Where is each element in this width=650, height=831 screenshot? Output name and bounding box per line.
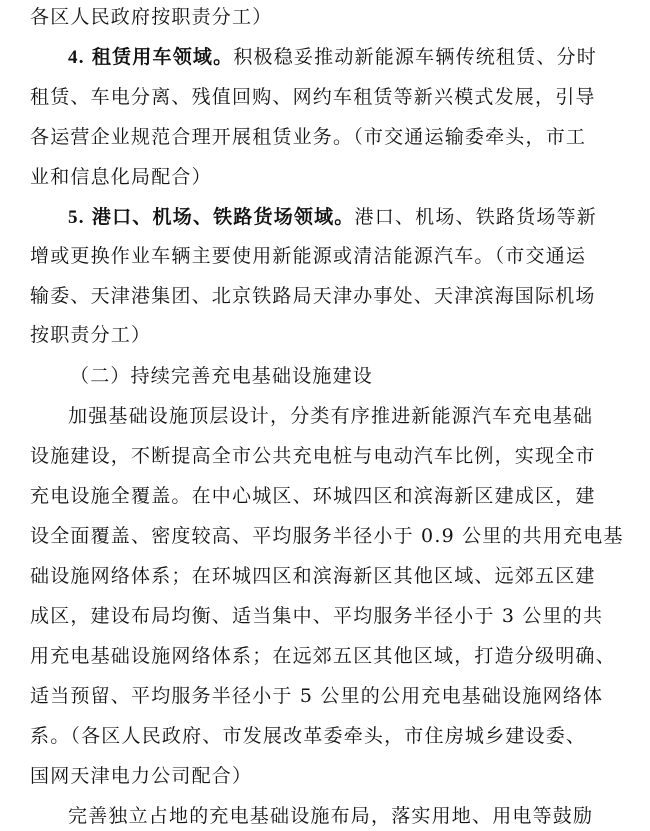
text-line: 用充电基础设施网络体系；在远郊五区其他区域，打造分级明确、 [30,645,616,667]
text-line: 国网天津电力公司配合） [30,765,253,787]
text-line: 充电设施全覆盖。在中心城区、环城四区和滨海新区建成区，建 [30,485,596,507]
text-line: 系。（各区人民政府、市发展改革委牵头，市住房城乡建设委、 [30,725,587,747]
item-5-number: 5. [68,207,85,228]
text-line: 设全面覆盖、密度较高、平均服务半径小于 0.9 公里的共用充电基 [30,525,624,547]
item-4-heading: 租赁用车领域。 [91,46,234,68]
text-line: 租赁、车电分离、残值回购、网约车租赁等新兴模式发展，引导 [30,86,596,108]
section-heading: （二）持续完善充电基础设施建设 [70,365,374,387]
text-line: 成区，建设布局均衡、适当集中、平均服务半径小于 3 公里的共 [30,605,604,627]
item-4-line [68,42,597,72]
text-line: 完善独立占地的充电基础设施布局，落实用地、用电等鼓励 [68,805,594,827]
text-line: 础设施网络体系；在环城四区和滨海新区其他区域、远郊五区建 [30,565,596,587]
text-line: 各运营企业规范合理开展租赁业务。（市交通运输委牵头，市工 [30,126,587,148]
item-4-text: 积极稳妥推动新能源车辆传统租赁、分时 [233,46,597,68]
text-line: 设施建设，不断提高全市公共充电桩与电动汽车比例，实现全市 [30,445,596,467]
text-line: 加强基础设施顶层设计，分类有序推进新能源汽车充电基础 [68,405,594,427]
text-line: 输委、天津港集团、北京铁路局天津办事处、天津滨海国际机场 [30,285,596,307]
text-line: 增或更换作业车辆主要使用新能源或清洁能源汽车。（市交通运 [30,245,587,267]
text-line: 按职责分工） [30,324,152,346]
item-4-number: 4. [68,47,85,68]
item-5-line [68,202,597,232]
item-5-text: 港口、机场、铁路货场等新 [354,206,597,228]
text-line: 业和信息化局配合） [30,166,212,188]
item-5-heading: 港口、机场、铁路货场领域。 [91,206,355,228]
text-line: 各区人民政府按职责分工） [30,6,273,28]
text-line: 适当预留、平均服务半径小于 5 公里的公用充电基础设施网络体 [30,685,604,707]
